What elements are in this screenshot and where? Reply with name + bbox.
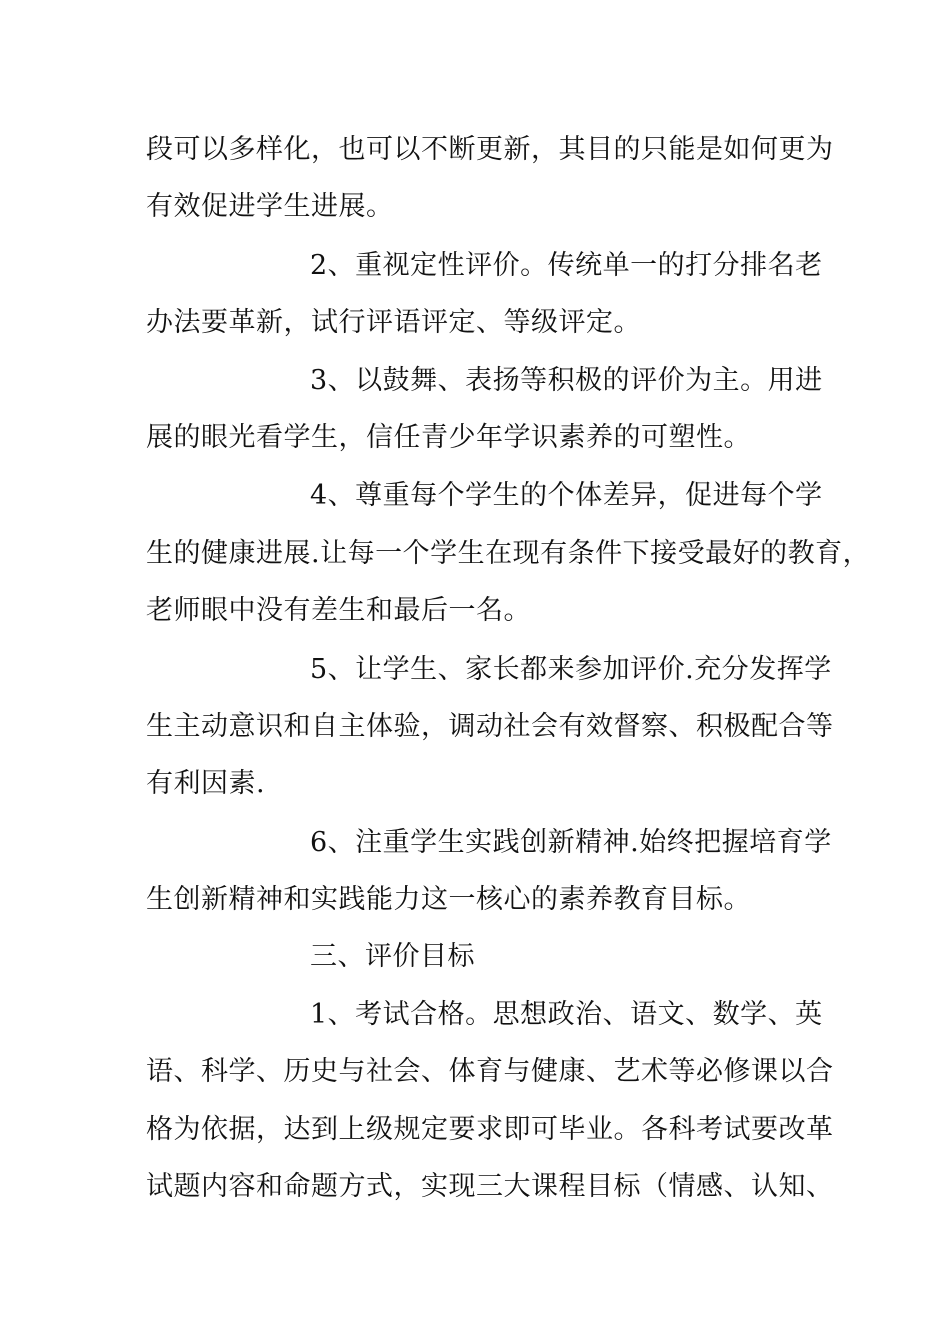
text-line: 生创新精神和实践能力这一核心的素养教育目标。	[146, 884, 751, 915]
text-line: 段可以多样化，也可以不断更新，其目的只能是如何更为	[146, 134, 834, 165]
text-line: 办法要革新，试行评语评定、等级评定。	[146, 307, 641, 338]
text-line: 有效促进学生进展。	[146, 191, 394, 222]
text-line: 格为依据，达到上级规定要求即可毕业。各科考试要改革	[146, 1114, 834, 1145]
paragraph-start-line: 6、注重学生实践创新精神.始终把握培育学	[310, 827, 832, 858]
text-line: 语、科学、历史与社会、体育与健康、艺术等必修课以合	[146, 1056, 834, 1087]
paragraph-start-line: 4、尊重每个学生的个体差异，促进每个学	[310, 480, 823, 511]
text-line: 试题内容和命题方式，实现三大课程目标（情感、认知、	[146, 1171, 834, 1202]
paragraph-start-line: 3、以鼓舞、表扬等积极的评价为主。用进	[310, 365, 823, 396]
text-line: 生主动意识和自主体验，调动社会有效督察、积极配合等	[146, 711, 834, 742]
paragraph-start-line: 5、让学生、家长都来参加评价.充分发挥学	[310, 654, 832, 685]
text-line: 展的眼光看学生，信任青少年学识素养的可塑性。	[146, 422, 751, 453]
text-line: 老师眼中没有差生和最后一名。	[146, 595, 531, 626]
paragraph-start-line: 1、考试合格。思想政治、语文、数学、英	[310, 999, 823, 1030]
text-line: 生的健康进展.让每一个学生在现有条件下接受最好的教育，	[146, 538, 871, 569]
paragraph-start-line: 2、重视定性评价。传统单一的打分排名老	[310, 250, 823, 281]
section-heading: 三、评价目标	[310, 941, 475, 972]
text-line: 有利因素.	[146, 768, 266, 799]
